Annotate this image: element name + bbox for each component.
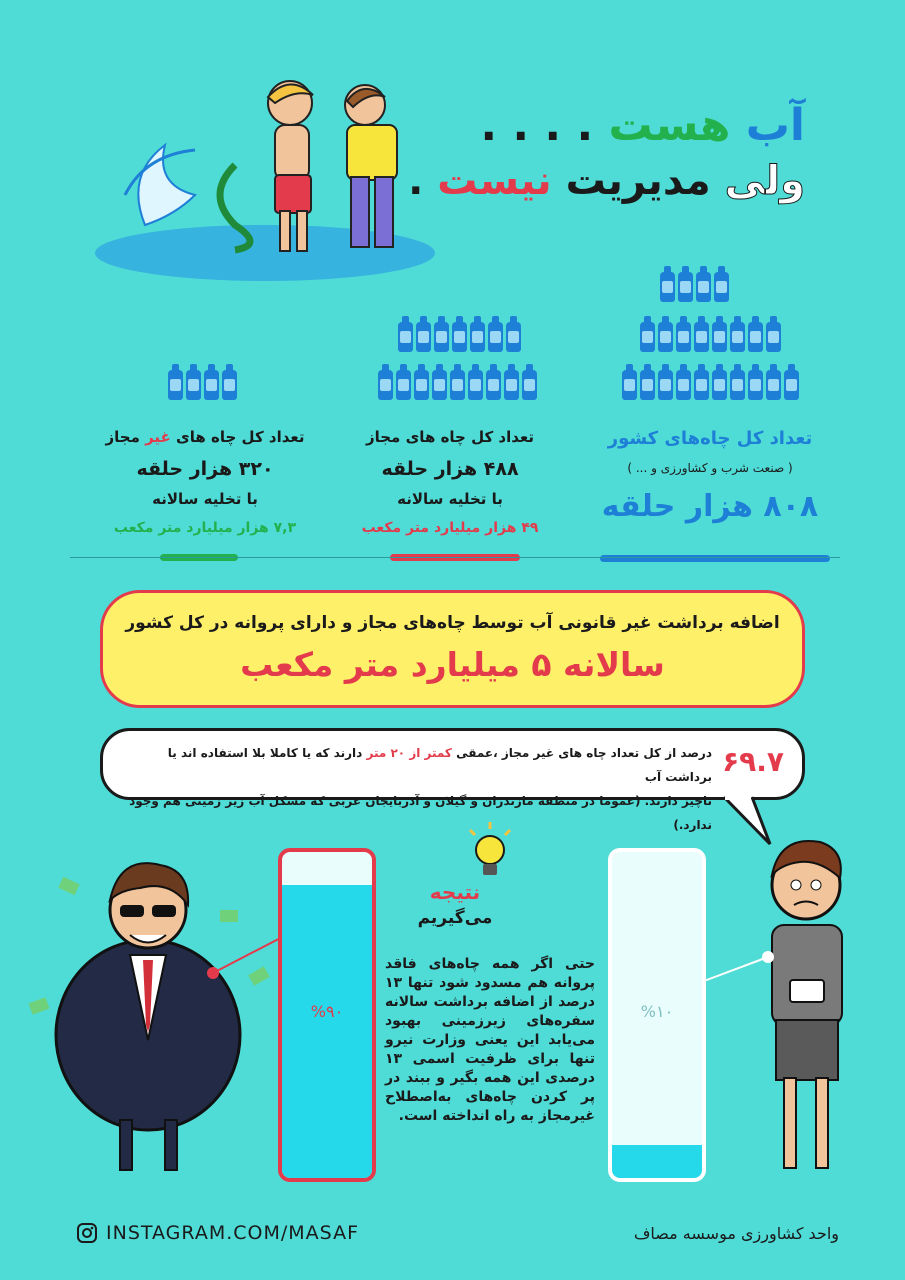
water-boys-illustration	[85, 75, 445, 295]
tank-right-label: %۱۰	[640, 1002, 674, 1021]
tank-left-label: %۹۰	[310, 1002, 344, 1021]
lightbulb-icon	[462, 820, 518, 880]
total-count: ۸۰۸ هزار حلقه	[601, 489, 819, 524]
bottles-total-row-1	[660, 272, 729, 302]
column-illegal	[80, 428, 330, 536]
tank-90-percent	[278, 848, 376, 1182]
right-pointer-line	[700, 945, 780, 985]
illegal-note: با تخلیه سالانه	[152, 490, 258, 508]
overdraft-banner	[100, 590, 805, 708]
rich-man-illustration	[20, 850, 270, 1180]
result-body: حتی اگر همه چاه‌های فاقد پروانه هم مسدود شود تنها ۱۳ درصد از اضافه برداشت سالانه سفره‌های زیرزمینی بهبود می‌یابد این یعنی وزارت نیرو تنها برای ظرفیت اسمی ۱۳ درصدی این همه بگیر و ببند در پر کردن چاه‌های به‌اصطلاح غیرمجاز به راه انداخته است.	[385, 956, 595, 1124]
illegal-volume: ۷,۳ هزار میلیارد متر مکعب	[113, 520, 297, 536]
result-title: نتیجه	[429, 880, 481, 904]
legal-heading	[340, 428, 560, 446]
illegal-count: ۳۲۰ هزار حلقه	[136, 458, 274, 480]
title-dots: . . . .	[480, 100, 594, 151]
legal-count: ۴۸۸ هزار حلقه	[381, 458, 519, 480]
title-word-water: آب	[745, 100, 805, 151]
speech-text-b: دارند که یا کاملا بلا استفاده اند یا برداشت آب	[167, 746, 712, 784]
column-total	[590, 428, 830, 524]
total-subheading: ( صنعت شرب و کشاورزی و ... )	[627, 461, 793, 475]
bottles-legal-row-2	[378, 370, 537, 400]
result-subtitle: می‌گیریم	[417, 908, 493, 928]
title-line-2	[408, 158, 805, 204]
title-word-exists: هست	[608, 100, 731, 151]
legal-volume: ۴۹ هزار میلیارد متر مکعب	[361, 520, 539, 536]
worried-man-illustration	[720, 830, 880, 1190]
bottles-total-row-2	[640, 322, 781, 352]
legal-note: با تخلیه سالانه	[397, 490, 503, 508]
speech-bubble	[100, 728, 805, 832]
title-word-management: مدیریت	[565, 158, 711, 204]
tank-right-fill	[612, 1145, 702, 1178]
column-legal	[340, 428, 560, 536]
illegal-heading	[80, 428, 330, 446]
title-line-1	[480, 100, 805, 151]
illegal-heading-text: تعداد کل چاه های	[176, 428, 305, 446]
speech-highlight: کمتر از ۲۰ متر	[366, 746, 452, 760]
speech-text	[119, 741, 712, 837]
illegal-heading-word-non: غیر	[145, 428, 171, 446]
tank-10-percent	[608, 848, 706, 1182]
footer-org: واحد کشاورزی موسسه مصاف	[633, 1224, 839, 1243]
title-word-none: نیست	[437, 158, 552, 204]
illegal-heading-word-legal: مجاز	[105, 428, 140, 446]
banner-line-1: اضافه برداشت غیر قانونی آب توسط چاه‌های مجاز و دارای پروانه در کل کشور	[125, 613, 780, 633]
title-word-but: ولی	[724, 158, 805, 204]
instagram-icon	[76, 1222, 98, 1244]
bottles-illegal-row	[168, 370, 237, 400]
speech-text-a: درصد از کل تعداد چاه های غیر مجاز ،عمقی	[456, 746, 712, 760]
legal-heading-word: مجاز	[365, 428, 401, 446]
divider	[70, 557, 840, 558]
bottles-legal-row-1	[398, 322, 521, 352]
tank-left-fill	[282, 885, 372, 1178]
legal-heading-text: تعداد کل چاه های	[405, 428, 535, 446]
total-heading: تعداد کل چاه‌های کشور	[607, 428, 813, 449]
instagram-handle: INSTAGRAM.COM/MASAF	[106, 1222, 360, 1244]
speech-line-2: ناچیز دارند. (عموما در منطقه مازندران و گیلان و آذربایجان غربی که مشکل آب زیر زمینی هم وجود ندارد.)	[129, 794, 712, 832]
banner-line-2: سالانه ۵ میلیارد متر مکعب	[240, 645, 665, 684]
title-dot: .	[408, 158, 424, 204]
result-heading	[415, 880, 495, 928]
speech-percent: ۶۹.۷	[722, 745, 784, 778]
bottles-total-row-3	[622, 370, 799, 400]
instagram-link[interactable]	[76, 1222, 359, 1244]
